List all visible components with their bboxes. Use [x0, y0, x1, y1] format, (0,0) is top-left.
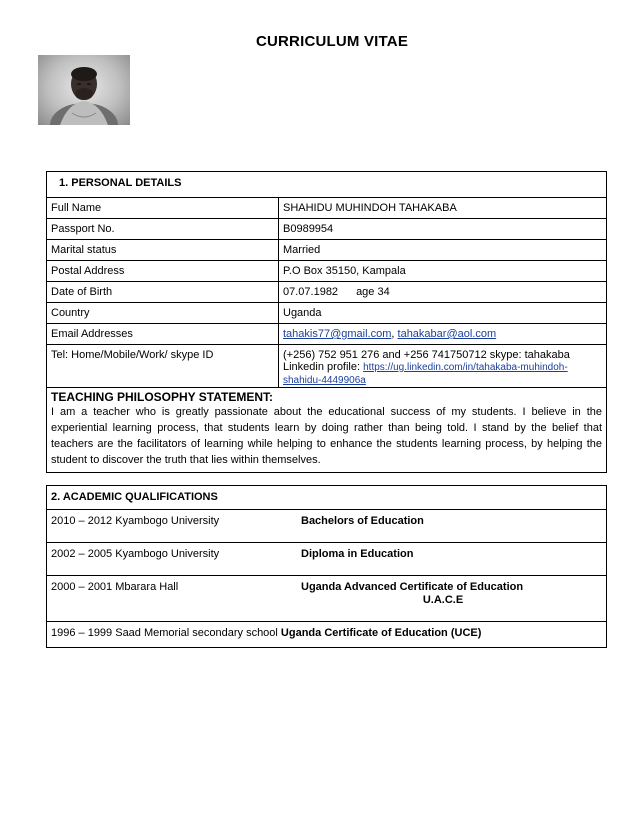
table-row [47, 510, 607, 543]
field-label: Postal Address [47, 261, 279, 282]
field-label: Country [47, 303, 279, 324]
email-link-1[interactable]: tahakis77@gmail.com [283, 328, 392, 340]
email-separator: , [391, 328, 395, 340]
academic-heading: 2. ACADEMIC QUALIFICATIONS [47, 486, 607, 510]
profile-photo [38, 55, 130, 125]
field-value: Married [279, 240, 607, 261]
table-row [47, 576, 607, 622]
field-value: B0989954 [279, 219, 607, 240]
academic-qualifications-table [46, 485, 607, 648]
document-title: CURRICULUM VITAE [255, 33, 409, 50]
personal-details-heading: 1. PERSONAL DETAILS [47, 172, 607, 198]
field-label: Date of Birth [47, 282, 279, 303]
qualification-period: 2000 – 2001 Mbarara Hall [51, 581, 179, 593]
table-row [47, 198, 607, 219]
field-label: Marital status [47, 240, 279, 261]
field-value: SHAHIDU MUHINDOH TAHAKABA [279, 198, 607, 219]
table-row [47, 303, 607, 324]
field-value: Uganda [279, 303, 607, 324]
table-row [47, 219, 607, 240]
table-row [47, 345, 607, 388]
qualification-period: 1996 – 1999 Saad Memorial secondary school [51, 627, 281, 639]
field-value [279, 282, 607, 303]
field-label: Passport No. [47, 219, 279, 240]
philosophy-body: I am a teacher who is greatly passionate about the educational success of my students. I believe in the experiential learning process, that students learn by doing rather than being told. I stand by the belief that teachers are the facilitators of learning while helping to enhance the students learning process, by helping the student to discover the truth that lies within themselves. [51, 406, 602, 466]
personal-details-table [46, 171, 607, 473]
qualification-title: Diploma in Education [301, 548, 414, 560]
email-link-2[interactable]: tahakabar@aol.com [397, 328, 497, 340]
qualification-title: Bachelors of Education [301, 515, 424, 527]
field-label: Full Name [47, 198, 279, 219]
field-value [279, 324, 607, 345]
teaching-philosophy [47, 388, 607, 473]
linkedin-link[interactable]: https://ug.linkedin.com/in/tahakaba-muhindoh-shahidu-4449906a [283, 362, 568, 386]
age-value: age 34 [356, 286, 390, 298]
field-value [279, 345, 607, 388]
phone-skype-text: (+256) 752 951 276 and +256 741750712 skype: tahakaba [283, 349, 570, 361]
linkedin-label: Linkedin profile: [283, 361, 364, 373]
date-of-birth: 07.07.1982 [283, 286, 339, 298]
field-label: Email Addresses [47, 324, 279, 345]
table-row [47, 324, 607, 345]
table-row [47, 282, 607, 303]
qualification-period: 2002 – 2005 Kyambogo University [51, 548, 220, 560]
field-label: Tel: Home/Mobile/Work/ skype ID [47, 345, 279, 388]
table-row [47, 622, 607, 648]
qualification-abbreviation: U.A.C.E [422, 594, 464, 606]
field-value: P.O Box 35150, Kampala [279, 261, 607, 282]
qualification-title: Uganda Advanced Certificate of Education [301, 581, 524, 593]
table-row [47, 240, 607, 261]
table-row [47, 543, 607, 576]
qualification-title: Uganda Certificate of Education (UCE) [280, 627, 482, 639]
table-row [47, 261, 607, 282]
philosophy-title: TEACHING PHILOSOPHY STATEMENT: [51, 390, 274, 404]
qualification-period: 2010 – 2012 Kyambogo University [51, 515, 220, 527]
